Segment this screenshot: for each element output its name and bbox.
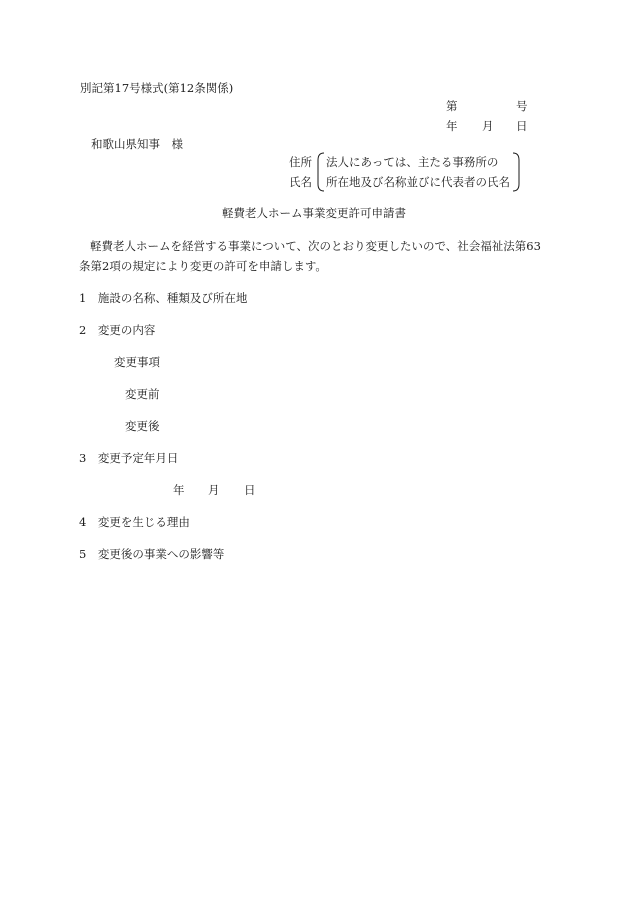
item-1: 1 施設の名称、種類及び所在地 xyxy=(79,291,248,305)
applicant-note-line2: 所在地及び名称並びに代表者の氏名 xyxy=(326,175,510,189)
applicant-note-line1: 法人にあっては、主たる事務所の xyxy=(326,155,499,169)
item-5: 5 変更後の事業への影響等 xyxy=(79,547,225,561)
item-2-before: 変更前 xyxy=(125,387,160,401)
item-2-sub: 変更事項 xyxy=(114,355,160,369)
form-label: 別記第17号様式(第12条関係) xyxy=(80,81,234,95)
body-line1: 軽費老人ホームを経営する事業について、次のとおり変更したいので、社会福祉法第63 xyxy=(90,239,541,253)
document-title: 軽費老人ホーム事業変更許可申請書 xyxy=(222,206,406,220)
item-2: 2 変更の内容 xyxy=(79,323,156,337)
item-3: 3 変更予定年月日 xyxy=(79,451,179,465)
number-gou: 号 xyxy=(516,99,528,113)
address-label: 住所 xyxy=(289,155,312,169)
item-3-day: 日 xyxy=(244,483,256,497)
date-month: 月 xyxy=(482,119,494,133)
date-day: 日 xyxy=(516,119,528,133)
date-year: 年 xyxy=(446,119,458,133)
addressee: 和歌山県知事 様 xyxy=(91,137,183,151)
item-4: 4 変更を生じる理由 xyxy=(79,515,190,529)
item-2-after: 変更後 xyxy=(125,419,160,433)
name-label: 氏名 xyxy=(289,175,312,189)
applicant-note-bracket xyxy=(316,152,521,192)
item-3-month: 月 xyxy=(208,483,220,497)
item-3-year: 年 xyxy=(173,483,185,497)
number-dai: 第 xyxy=(446,99,458,113)
body-line2: 条第2項の規定により変更の許可を申請します。 xyxy=(79,259,327,273)
